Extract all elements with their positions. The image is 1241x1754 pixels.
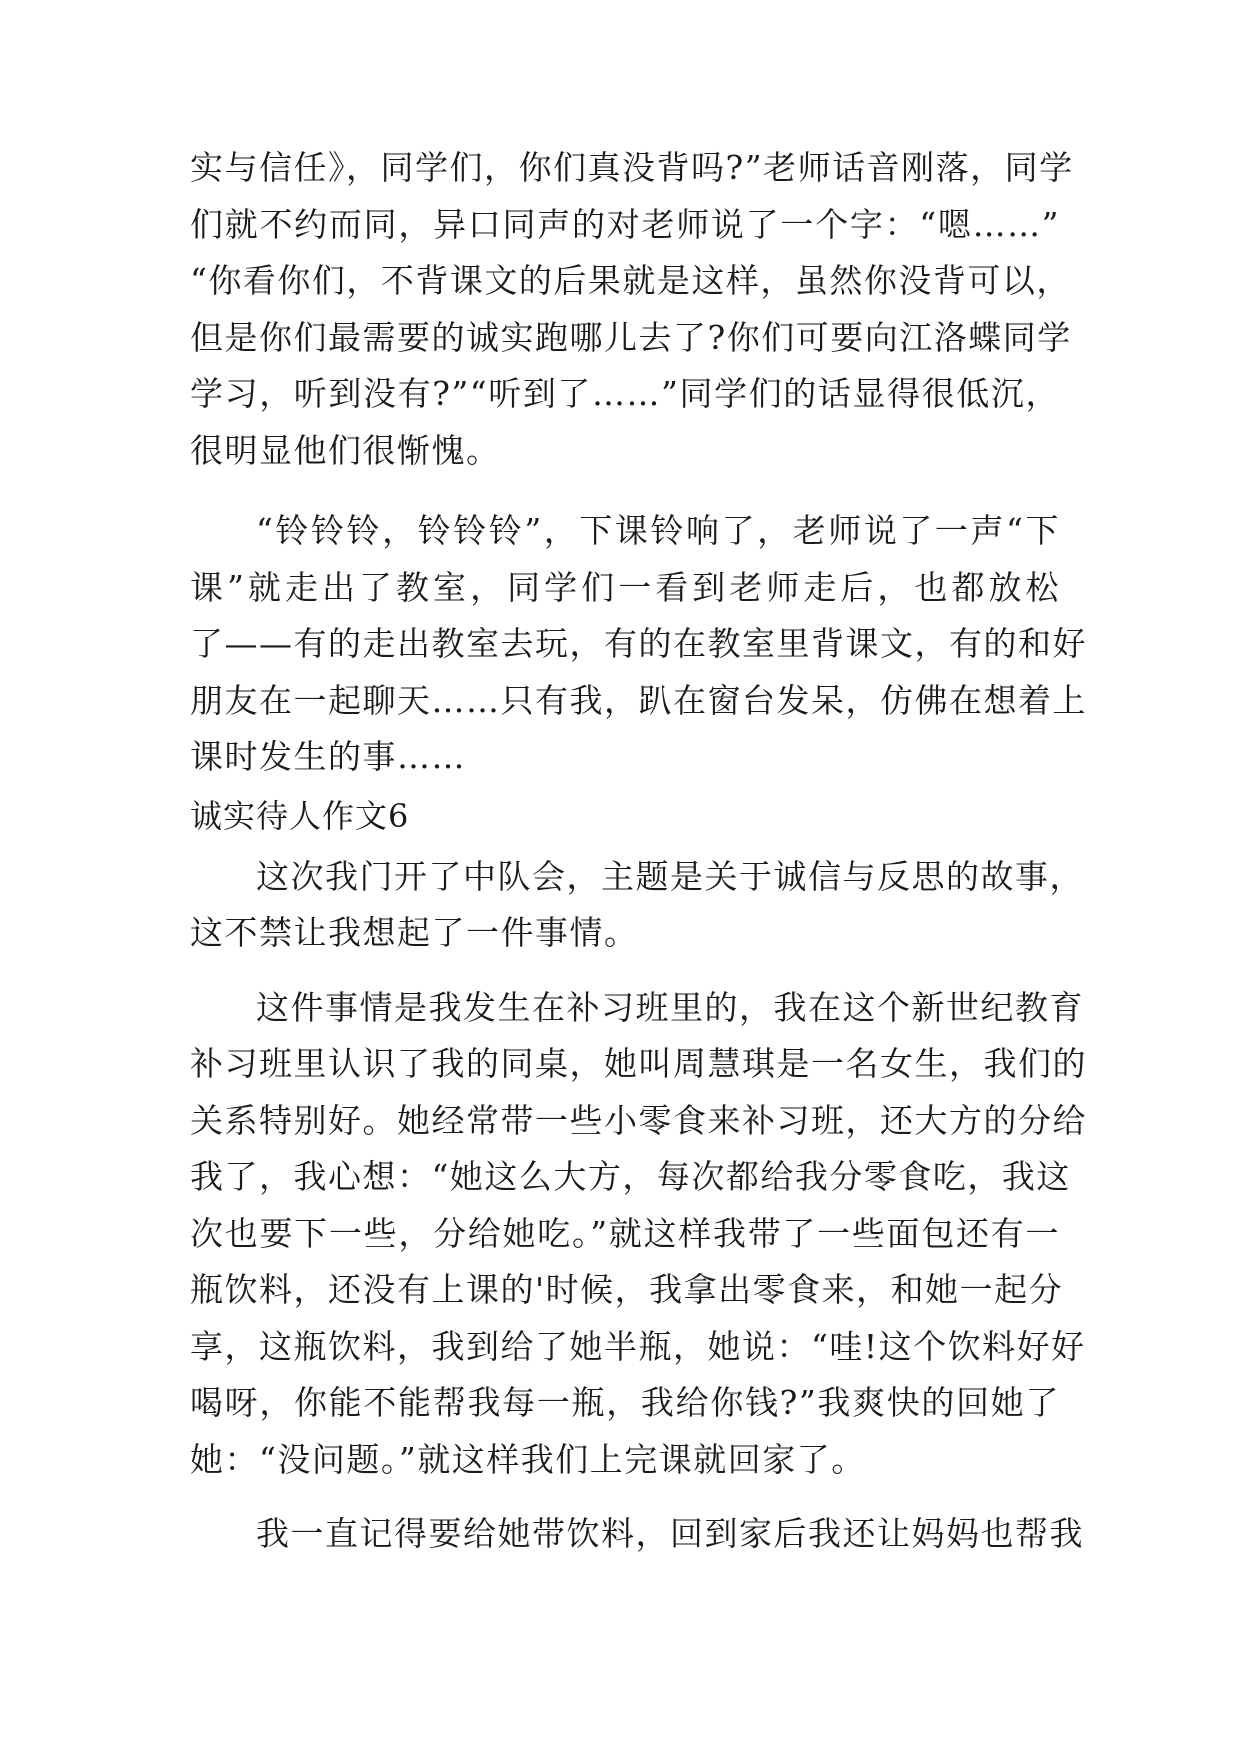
paragraph-line: 喝呀，你能不能帮我每一瓶，我给你钱?”我爽快的回她了: [190, 1383, 1060, 1422]
paragraph-line: 朋友在一起聊天……只有我，趴在窗台发呆，仿佛在想着上: [190, 681, 1087, 720]
paragraph-line: 但是你们最需要的诚实跑哪儿去了?你们可要向江洛蝶同学: [190, 318, 1072, 357]
paragraph-line: 我一直记得要给她带饮料，回到家后我还让妈妈也帮我: [256, 1514, 1084, 1553]
paragraph-line: 实与信任》，同学们，你们真没背吗?”老师话音刚落，同学: [190, 148, 1074, 187]
paragraph-line: 补习班里认识了我的同桌，她叫周慧琪是一名女生，我们的: [190, 1044, 1087, 1083]
paragraph-line: 很明显他们很惭愧。: [190, 431, 501, 470]
paragraph-line: 她：“没问题。”就这样我们上完课就回家了。: [190, 1440, 866, 1479]
paragraph-line: “你看你们，不背课文的后果就是这样，虽然你没背可以，: [190, 261, 1071, 300]
paragraph-line: 了——有的走出教室去玩，有的在教室里背课文，有的和好: [190, 624, 1087, 663]
paragraph-line: 这件事情是我发生在补习班里的，我在这个新世纪教育: [256, 988, 1084, 1027]
paragraph-line: 课时发生的事……: [190, 737, 466, 776]
paragraph-line: 们就不约而同，异口同声的对老师说了一个字：“嗯……”: [190, 205, 1060, 244]
paragraph-line: 享，这瓶饮料，我到给了她半瓶，她说：“哇!这个饮料好好: [190, 1327, 1086, 1366]
paragraph-line: 瓶饮料，还没有上课的'时候，我拿出零食来，和她一起分: [190, 1270, 1064, 1309]
section-heading: 诚实待人作文6: [190, 797, 410, 835]
paragraph-line: 学习，听到没有?”“听到了……”同学们的话显得很低沉，: [190, 374, 1060, 413]
paragraph-line: 课”就走出了教室，同学们一看到老师走后，也都放松: [190, 568, 1060, 607]
paragraph-line: 关系特别好。她经常带一些小零食来补习班，还大方的分给: [190, 1101, 1087, 1140]
paragraph-line: 这不禁让我想起了一件事情。: [190, 913, 639, 952]
paragraph-line: 我了，我心想：“她这么大方，每次都给我分零食吃，我这: [190, 1157, 1071, 1196]
paragraph-line: 次也要下一些，分给她吃。”就这样我带了一些面包还有一: [190, 1214, 1060, 1253]
paragraph-line: “铃铃铃，铃铃铃”，下课铃响了，老师说了一声“下: [256, 511, 1060, 550]
paragraph-line: 这次我门开了中队会，主题是关于诚信与反思的故事，: [256, 857, 1084, 896]
